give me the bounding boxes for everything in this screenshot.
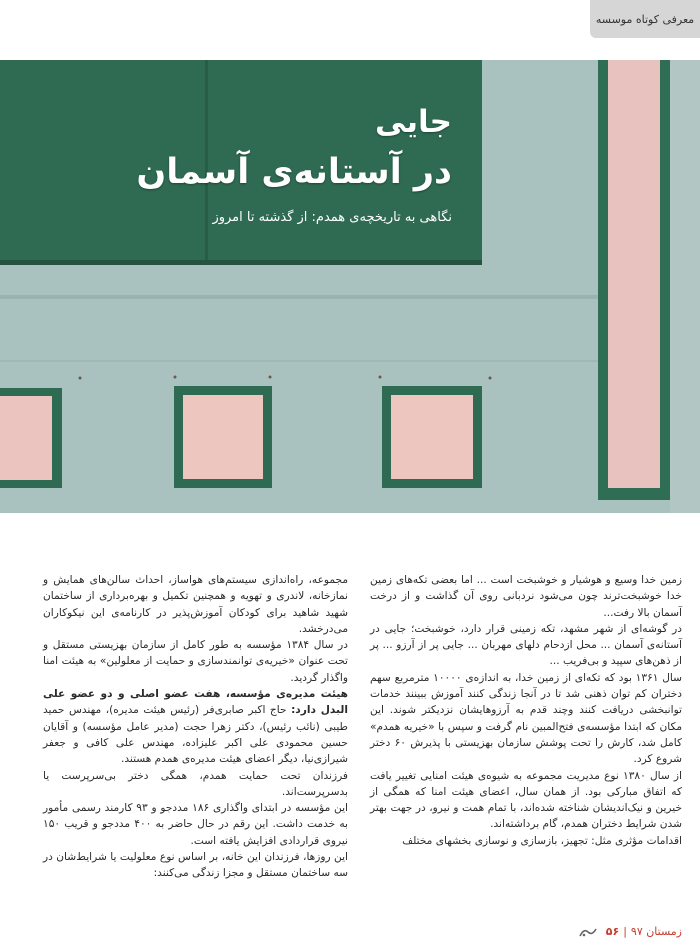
hero-wall-illustration <box>0 60 700 513</box>
page-number: ۵۶ <box>605 925 620 938</box>
board-heading: هیئت مدیره‌ی مؤسسه، هفت عضو اصلی و دو عضو علی البدل دارد: <box>43 688 348 717</box>
paragraph: سال ۱۳۶۱ بود که تکه‌ای از زمین خدا، به اندازه‌ی ۱۰۰۰۰ مترمربع سهم دختران کم توان ذهنی شد تا در آنجا زندگی کنند آموزش ببینند خدمات توانبخشی دریافت کنند وچند قدم به آرزوهایشان نزدیکتر شوند. این مکان که ابتدا مؤسسه‌ی فتح‌المبین نام گرفت و سپس با «خیریه همدم» کامل شد، کارش را تحت پوشش سازمان بهزیستی با پذیرش ۶۰ دختر شروع کرد. <box>370 671 683 766</box>
paragraph: زمین خدا وسیع و هوشیار و خوشبخت است ... اما بعضی تکه‌های زمین خدا خوشبخت‌ترند چون می‌شود نردبانی روی آن گذاشت و از درخت آسمان بالا رفت... <box>370 574 682 619</box>
paragraph: مجموعه، راه‌اندازی سیستم‌های هواساز، احداث سالن‌های همایش و نمازخانه، لاندری و تهویه و همچنین تکمیل و بهره‌برداری از ساختمان شهید شاهید برای کودکان آموزش‌پذیر در کارنامه‌ی این نیکوکاران می‌درخشد. <box>43 574 348 635</box>
hero-photo <box>0 60 700 513</box>
paragraph: این روزها، فرزندان این خانه، بر اساس نوع معلولیت یا شرایط‌شان در سه ساختمان مستقل و مجزا زندگی می‌کنند: <box>43 851 348 880</box>
section-tab: معرفی کوتاه موسسه <box>590 0 700 38</box>
title-line-1: جایی <box>375 104 452 140</box>
article-column-right <box>370 572 682 849</box>
paragraph: از سال ۱۳۸۰ نوع مدیریت مجموعه به شیوه‌ی هیئت امنایی تغییر یافت که اتفاق مبارکی بود. از همان سال، اعضای هیئت امنا که همگی از خیرین و نیک‌اندیشان شناخته شده‌اند، با تمام همت و نیرو، در جهت بهتر شدن شرایط دختران همدم، گام برداشته‌اند. <box>370 769 682 831</box>
title-line-2: در آستانه‌ی آسمان <box>136 152 452 192</box>
paragraph: فرزندان تحت حمایت همدم، همگی دختر بی‌سرپرست یا بدسرپرست‌اند. <box>43 769 348 798</box>
paragraph: در سال ۱۳۸۴ مؤسسه به طور کامل از سازمان بهزیستی مستقل و تحت عنوان «خیریه‌ی توانمندسازی و حمایت از معلولین» به هیئت امنا واگذار گردید. <box>43 639 348 684</box>
magazine-logo-icon <box>578 926 598 938</box>
article-column-left <box>43 572 348 882</box>
subtitle: نگاهی به تاریخچه‌ی همدم: از گذشته تا امروز <box>212 210 452 225</box>
paragraph: این مؤسسه در ابتدای واگذاری ۱۸۶ مددجو و ۹۳ کارمند رسمی مأمور به خدمت داشت. این رقم در حال حاضر به ۴۰۰ مددجو و قریب ۱۵۰ نیروی قراردادی افزایش یافته است. <box>43 802 349 847</box>
footer-separator: | <box>623 925 627 938</box>
paragraph <box>43 686 348 767</box>
board-members: حاج اکبر صابری‌فر (رئیس هیئت مدیره)، مهندس حمید طیبی (نائب رئیس)، دکتر زهرا حجت (مدیر عامل مؤسسه) و آقایان حسین محمودی علی اکبر علیزاده، مهندس علی کافی و جعفر شیرازی‌نیا، دیگر اعضای هیئت مدیره‌ی همدم هستند. <box>43 704 348 766</box>
paragraph: در گوشه‌ای از شهر مشهد، تکه زمینی قرار دارد، خوشبخت؛ جایی در آستانه‌ی آسمان ... محل ازدحام دلهای مهربان ... جایی پر از آرزو ... پر از ذهن‌های سپید و بی‌فریب ... <box>370 622 682 668</box>
paragraph: اقدامات مؤثری مثل: تجهیز، بازسازی و نوسازی بخشهای مختلف <box>402 834 682 847</box>
page-footer <box>578 925 682 938</box>
issue-label: زمستان ۹۷ <box>630 925 682 938</box>
